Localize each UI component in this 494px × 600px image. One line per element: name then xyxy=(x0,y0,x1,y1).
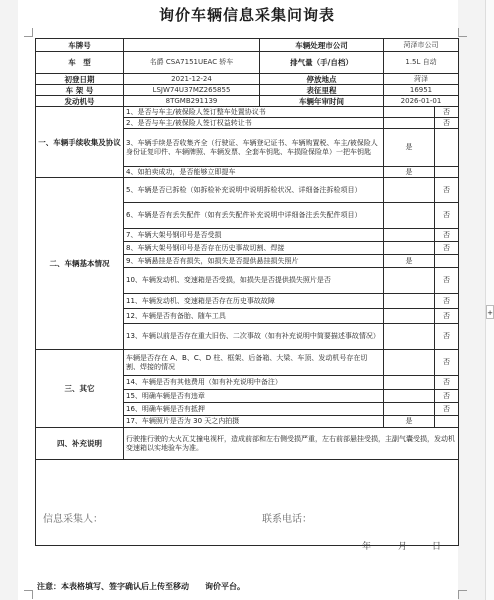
plate-value[interactable] xyxy=(124,39,260,52)
item-7-yes[interactable] xyxy=(384,229,435,242)
engine-value[interactable]: 8TGMB291139 xyxy=(124,96,260,107)
item-12-no[interactable]: 否 xyxy=(435,309,459,324)
reg-date-label: 初登日期 xyxy=(36,74,124,85)
plate-label: 车牌号 xyxy=(36,39,124,52)
page-title: 询价车辆信息采集问询表 xyxy=(158,6,335,24)
item-14-text: 14、车辆是否有其他费用（如有补充说明中备注） xyxy=(124,376,384,390)
item-3-text: 3、车辆手续是否收集齐全（行驶证、车辆登记证书、车辆购置税、车主/被保险人身份证复印件、车辆牌照、车辆发票、全套车钥匙、车损险保险单）一把车钥匙 xyxy=(124,129,384,167)
item-1-text: 1、是否与车主/被保险人签订整车处置协议书 xyxy=(124,107,384,118)
item-8-yes[interactable] xyxy=(384,242,435,255)
item-2-yes[interactable] xyxy=(384,118,435,129)
date-month-label: 月 xyxy=(398,542,408,552)
engine-label: 发动机号 xyxy=(36,96,124,107)
item-9-yes[interactable]: 是 xyxy=(384,255,435,268)
collector-label: 信息采集人： xyxy=(43,514,103,525)
section-2-label: 二、车辆基本情况 xyxy=(36,178,124,350)
item-6-yes[interactable] xyxy=(384,203,435,229)
item-11-text: 11、车辆发动机、变速箱是否存在历史事故故障 xyxy=(124,294,384,309)
item-14-yes[interactable] xyxy=(384,376,435,390)
item-7-no[interactable]: 否 xyxy=(435,229,459,242)
displacement-label: 排气量（手/自档） xyxy=(260,52,384,74)
reg-date-value[interactable]: 2021-12-24 xyxy=(124,74,260,85)
item-5-no[interactable]: 否 xyxy=(435,178,459,203)
item-3-yes[interactable]: 是 xyxy=(384,129,435,167)
item-13-no[interactable]: 否 xyxy=(435,324,459,350)
supplement-label: 四、补充说明 xyxy=(36,428,124,460)
phone-label: 联系电话： xyxy=(262,514,312,525)
item-13-text: 13、车辆以前是否存在重大旧伤、二次事故（如有补充说明中简要描述事故情况） xyxy=(124,324,384,350)
item-17-text: 17、车辆照片是否为 30 天之内拍摄 xyxy=(124,416,384,428)
date-year-label: 年 xyxy=(362,542,372,552)
item-1-no[interactable]: 否 xyxy=(435,107,459,118)
mileage-value[interactable]: 16951 xyxy=(384,85,459,96)
item-15-text: 15、明确车辆是否有违章 xyxy=(124,390,384,403)
expand-icon[interactable]: + xyxy=(486,305,494,319)
inspect-value[interactable]: 2026-01-01 xyxy=(384,96,459,107)
section-3-label: 三、其它 xyxy=(36,350,124,428)
item-5-yes[interactable] xyxy=(384,178,435,203)
crop-mark-bottom-right xyxy=(458,590,467,599)
item-6-text: 6、车辆是否有丢失配件（如有丢失配件补充说明中详细备注丢失配件项目） xyxy=(124,203,384,229)
vertical-scrollbar[interactable] xyxy=(485,0,494,600)
item-10-yes[interactable] xyxy=(384,268,435,294)
item-9-no[interactable] xyxy=(435,255,459,268)
item-12-yes[interactable] xyxy=(384,309,435,324)
item-8-no[interactable]: 否 xyxy=(435,242,459,255)
item-6-no[interactable]: 否 xyxy=(435,203,459,229)
item-14-no[interactable]: 否 xyxy=(435,376,459,390)
item-11-yes[interactable] xyxy=(384,294,435,309)
item-9-text: 9、车辆悬挂是否有损失，如损失是否提供悬挂损失照片 xyxy=(124,255,384,268)
vin-value[interactable]: LSJW74U37MZ265855 xyxy=(124,85,260,96)
item-10-text: 10、车辆发动机、变速箱是否受损，如损失是否提供损失照片是否 xyxy=(124,268,384,294)
inspect-label: 车辆年审时间 xyxy=(260,96,384,107)
item-12-text: 12、车辆是否有备胎、随车工具 xyxy=(124,309,384,324)
item-7-text: 7、车辆大架号钢印号是否受损 xyxy=(124,229,384,242)
item-2-text: 2、是否与车主/被保险人签订权益转让书 xyxy=(124,118,384,129)
item-17-no[interactable] xyxy=(435,416,459,428)
displacement-value[interactable]: 1.5L 自动 xyxy=(384,52,459,74)
item-4-yes[interactable]: 是 xyxy=(384,167,435,178)
item-2-no[interactable]: 否 xyxy=(435,118,459,129)
section-1-label: 一、车辆手续收集及协议 xyxy=(36,107,124,178)
item-4-text: 4、如拍卖成功，是否能够立即提车 xyxy=(124,167,384,178)
item-11-no[interactable]: 否 xyxy=(435,294,459,309)
item-pillar-no[interactable]: 否 xyxy=(435,350,459,376)
item-4-no[interactable] xyxy=(435,167,459,178)
crop-mark-top-right xyxy=(458,28,467,37)
inquiry-table xyxy=(35,38,459,546)
item-5-text: 5、车辆是否已拆检（如拆检补充说明中说明拆检状况、详细备注拆检项目） xyxy=(124,178,384,203)
park-label: 停放地点 xyxy=(260,74,384,85)
crop-mark-bottom-left xyxy=(24,590,33,599)
signature-area xyxy=(36,460,459,546)
item-8-text: 8、车辆大架号钢印号是否存在历史事故切割、焊接 xyxy=(124,242,384,255)
item-15-yes[interactable] xyxy=(384,390,435,403)
item-pillar-yes[interactable] xyxy=(384,350,435,376)
item-16-text: 16、明确车辆是否有抵押 xyxy=(124,403,384,416)
item-13-yes[interactable] xyxy=(384,324,435,350)
item-17-yes[interactable]: 是 xyxy=(384,416,435,428)
item-16-yes[interactable] xyxy=(384,403,435,416)
crop-mark-top-left xyxy=(24,28,33,37)
mileage-label: 表征里程 xyxy=(260,85,384,96)
model-label: 车 型 xyxy=(36,52,124,74)
office-value[interactable]: 菏泽市公司 xyxy=(384,39,459,52)
item-10-no[interactable]: 否 xyxy=(435,268,459,294)
office-label: 车辆处理市公司 xyxy=(260,39,384,52)
footer-note: 注意：本表格填写、签字确认后上传至移动 询价平台。 xyxy=(37,582,245,591)
vin-label: 车 架 号 xyxy=(36,85,124,96)
model-value[interactable]: 名爵 CSA7151UEAC 轿车 xyxy=(124,52,260,74)
item-3-no[interactable] xyxy=(435,129,459,167)
item-pillar-text: 车辆是否存在 A、B、C、D 柱、框架、后备箱、大梁、车顶、发动机号存在切割、焊接的情况 xyxy=(124,350,384,376)
item-1-yes[interactable] xyxy=(384,107,435,118)
supplement-text[interactable]: 行驶推行驶的大火瓦艾撞电视杆，造成前部和左右侧受损严重，左右前部悬挂受损，主副气囊受损，发动机变速箱以实地验车为准。 xyxy=(124,428,459,460)
item-16-no[interactable]: 否 xyxy=(435,403,459,416)
park-value[interactable]: 菏泽 xyxy=(384,74,459,85)
item-15-no[interactable]: 否 xyxy=(435,390,459,403)
date-day-label: 日 xyxy=(432,542,442,552)
